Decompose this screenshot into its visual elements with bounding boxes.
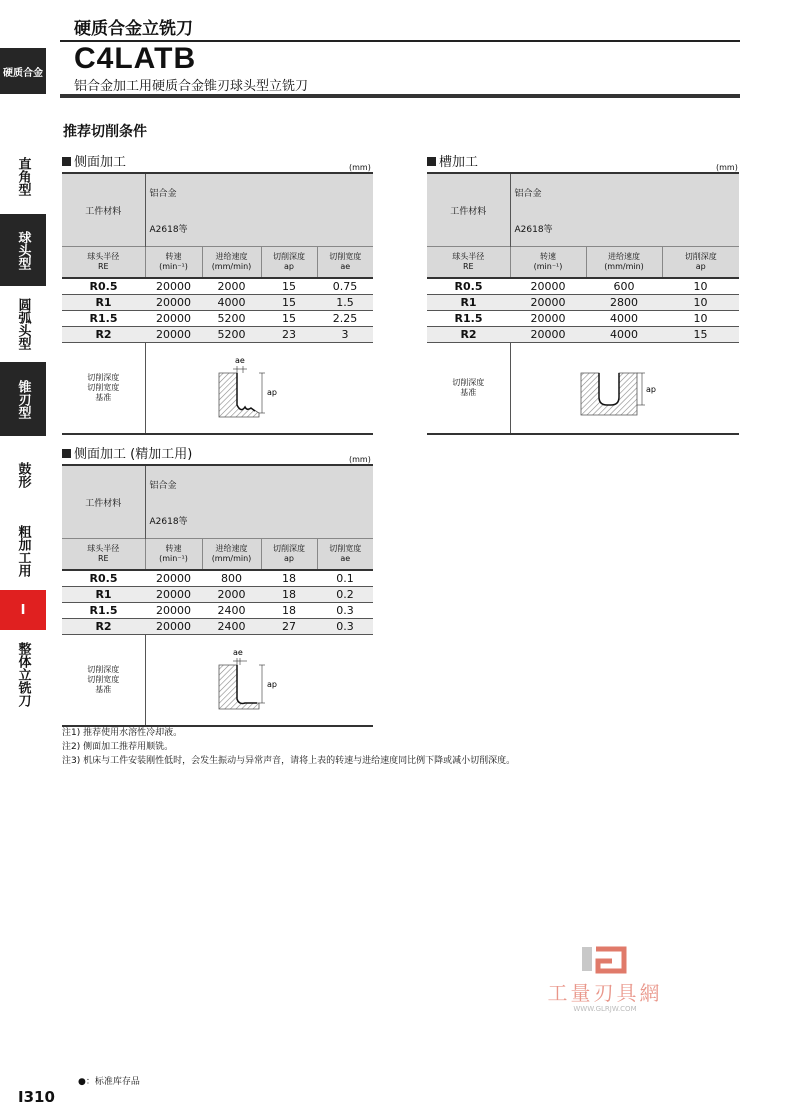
material-2: A2618等 [145,210,373,247]
dim-ae-label: ae [233,648,244,657]
side-tab-barrel[interactable]: 鼓形 [0,438,46,512]
table-row: R0.5 20000 600 10 [427,278,739,295]
side-tab-taper[interactable]: 锥刃型 [0,362,46,436]
watermark-name: 工量刃具網 [547,981,663,1005]
finish-milling-diagram [145,635,373,727]
material-label: 工件材料 [427,173,510,247]
side-tab-roughing[interactable]: 粗加工用 [0,514,46,588]
basis-label: 切削深度 切削宽度 基准 [62,343,145,435]
header-re: 球头半径 RE [62,247,145,279]
side-milling-title: 侧面加工 [62,151,126,170]
finish-milling-diagram-svg [209,645,309,715]
material-2: A2618等 [145,502,373,539]
material-label: 工件材料 [62,465,145,539]
table-row: R1 20000 2800 10 [427,295,739,311]
watermark-url: WWW.GLRJW.COM [573,1005,637,1013]
slotting-diagram-svg [575,353,675,423]
header-rpm: 转速 (min⁻¹) [145,539,202,571]
header-re: 球头半径 RE [427,247,510,279]
note-1: 注1) 推荐使用水溶性冷却液。 [62,728,183,738]
table-row: R1.5 20000 5200 15 2.25 [62,311,373,327]
section-title: 推荐切削条件 [63,124,147,140]
side-tab-corner-radius[interactable]: 圆弧头型 [0,288,46,360]
table-row: R1.5 20000 4000 10 [427,311,739,327]
unit-label: (mm) [716,163,738,172]
material-1: 铝合金 [145,465,373,502]
dim-ae-label: ae [235,356,246,365]
header-ae: 切削宽度 ae [317,539,373,571]
dim-ap-label: ap [267,388,278,397]
material-1: 铝合金 [145,173,373,210]
finish-milling-title: 侧面加工 (精加工用) [62,443,192,462]
header-rpm: 转速 (min⁻¹) [510,247,586,279]
material-1: 铝合金 [510,173,739,210]
header-ae: 切削宽度 ae [317,247,373,279]
header-feed: 进给速度 (mm/min) [586,247,662,279]
slotting-diagram [510,343,739,435]
slotting-title: 槽加工 [427,151,478,170]
side-tab-carbide[interactable]: 硬质合金 [0,48,46,94]
square-bullet-icon [427,157,436,166]
square-bullet-icon [62,449,71,458]
table-row: R0.5 20000 2000 15 0.75 [62,278,373,295]
header-ap: 切削深度 ap [261,247,317,279]
square-bullet-icon [62,157,71,166]
series-title: 硬质合金立铣刀 [74,19,193,39]
dim-ap-label: ap [267,680,278,689]
side-milling-table [62,172,373,435]
unit-label: (mm) [349,455,371,464]
side-tab-section-i[interactable]: I [0,590,46,630]
side-tab-ball[interactable]: 球头型 [0,214,46,286]
note-2: 注2) 侧面加工推荐用顺铣。 [62,742,174,752]
side-tab-square[interactable]: 直角型 [0,140,46,212]
side-milling-diagram-svg [209,353,309,423]
unit-label: (mm) [349,163,371,172]
model-subtitle: 铝合金加工用硬质合金锥刃球头型立铣刀 [74,79,309,94]
watermark [540,945,670,1019]
page-number: I310 [18,1088,55,1106]
table-row: R1 20000 2000 18 0.2 [62,587,373,603]
material-label: 工件材料 [62,173,145,247]
table-row: R2 20000 4000 15 [427,327,739,343]
header-re: 球头半径 RE [62,539,145,571]
header-ap: 切削深度 ap [261,539,317,571]
slotting-table [427,172,739,435]
material-2: A2618等 [510,210,739,247]
header-feed: 进给速度 (mm/min) [202,247,261,279]
table-row: R2 20000 5200 23 3 [62,327,373,343]
header-rule-thick [60,94,740,98]
basis-label: 切削深度 基准 [427,343,510,435]
dim-ap-label: ap [645,385,656,394]
header-feed: 进给速度 (mm/min) [202,539,261,571]
table-row: R0.5 20000 800 18 0.1 [62,570,373,587]
table-row: R1.5 20000 2400 18 0.3 [62,603,373,619]
model-title: C4LATB [74,42,197,75]
legend: ●：标准库存品 [78,1077,140,1087]
table-row: R1 20000 4000 15 1.5 [62,295,373,311]
finish-milling-table [62,464,373,727]
header-rpm: 转速 (min⁻¹) [145,247,202,279]
note-3: 注3) 机床与工件安装刚性低时，会发生振动与异常声音，请将上表的转速与进给速度同比例下降或减小切削深度。 [62,756,516,766]
basis-label: 切削深度 切削宽度 基准 [62,635,145,727]
notes [62,726,515,768]
side-tab-solid-endmill: 整体立铣刀 [0,634,46,714]
header-ap: 切削深度 ap [662,247,739,279]
table-row: R2 20000 2400 27 0.3 [62,619,373,635]
side-milling-diagram [145,343,373,435]
